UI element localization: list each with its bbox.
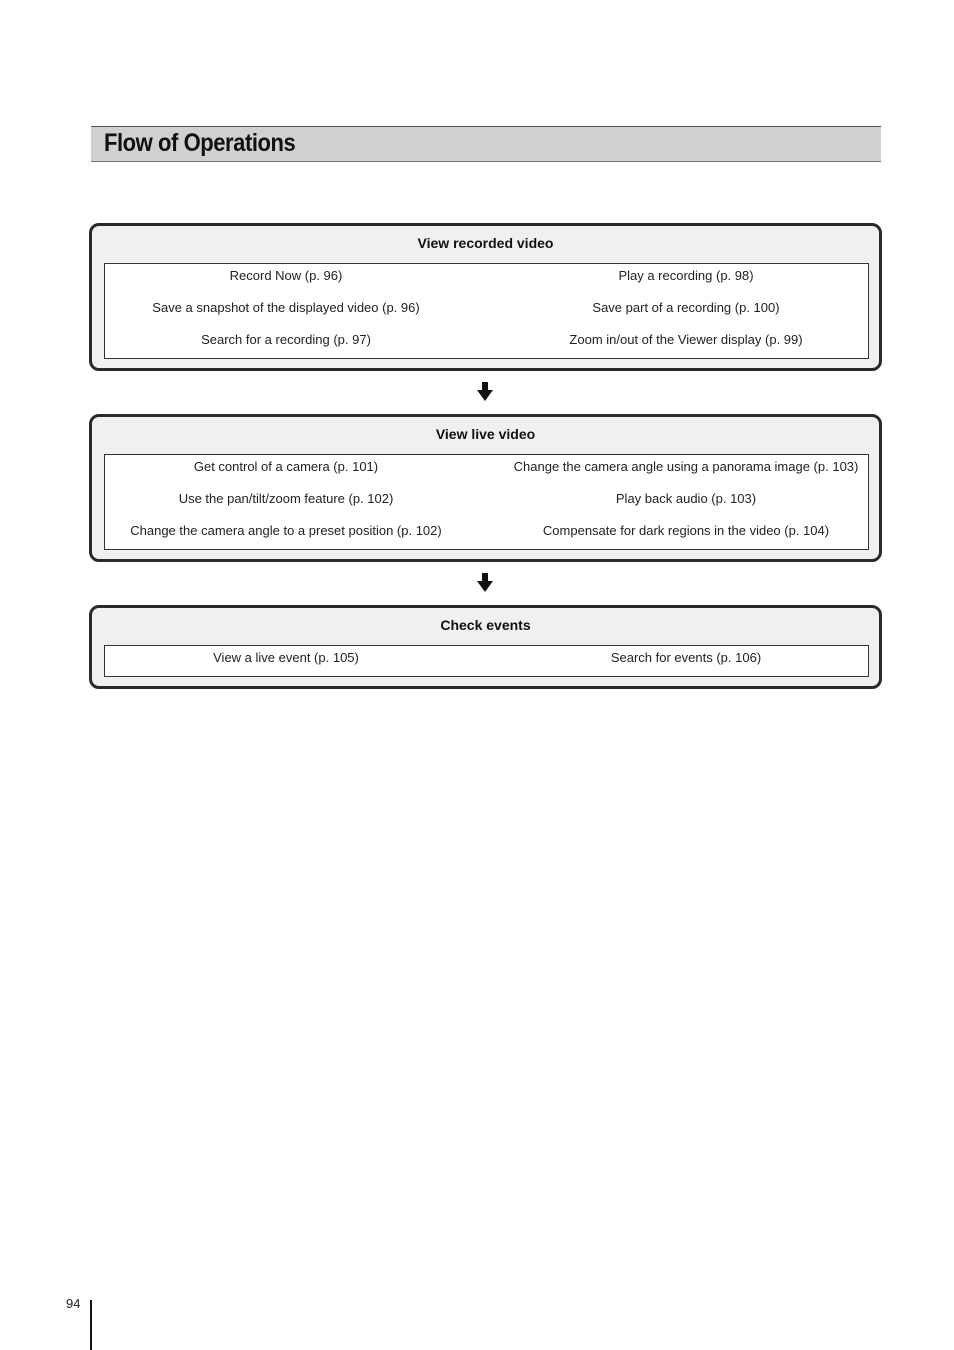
list-item[interactable]: Get control of a camera (p. 101) [193,459,379,474]
list-item[interactable]: Use the pan/tilt/zoom feature (p. 102) [178,491,394,506]
list-item[interactable]: Change the camera angle to a preset position (p. 102) [130,523,442,538]
flow-step-items [104,645,869,677]
list-item[interactable]: Play back audio (p. 103) [615,491,757,506]
section-title-bar [91,126,881,162]
flow-step-view-live-video [89,414,882,562]
arrow-down-icon [476,573,494,593]
list-item[interactable]: Save part of a recording (p. 100) [592,300,780,315]
page-number: 94 [66,1296,81,1311]
flow-step-heading: Check events [440,617,531,633]
flow-step-heading: View live video [435,426,536,442]
list-item[interactable]: View a live event (p. 105) [213,650,359,665]
page-title: Flow of Operations [104,129,296,157]
page-margin-rule [90,1300,92,1350]
list-item[interactable]: Compensate for dark regions in the video (p. 104) [542,523,830,538]
list-item[interactable]: Save a snapshot of the displayed video (p. 96) [152,300,420,315]
flow-step-items [104,263,869,359]
arrow-down-icon [476,382,494,402]
list-item[interactable]: Record Now (p. 96) [229,268,343,283]
list-item[interactable]: Search for events (p. 106) [610,650,762,665]
flow-step-check-events [89,605,882,689]
flow-step-items [104,454,869,550]
flow-step-view-recorded-video [89,223,882,371]
flow-step-heading: View recorded video [417,235,554,251]
list-item[interactable]: Play a recording (p. 98) [618,268,754,283]
list-item[interactable]: Change the camera angle using a panorama image (p. 103) [513,459,859,474]
list-item[interactable]: Search for a recording (p. 97) [201,332,371,347]
list-item[interactable]: Zoom in/out of the Viewer display (p. 99) [569,332,803,347]
